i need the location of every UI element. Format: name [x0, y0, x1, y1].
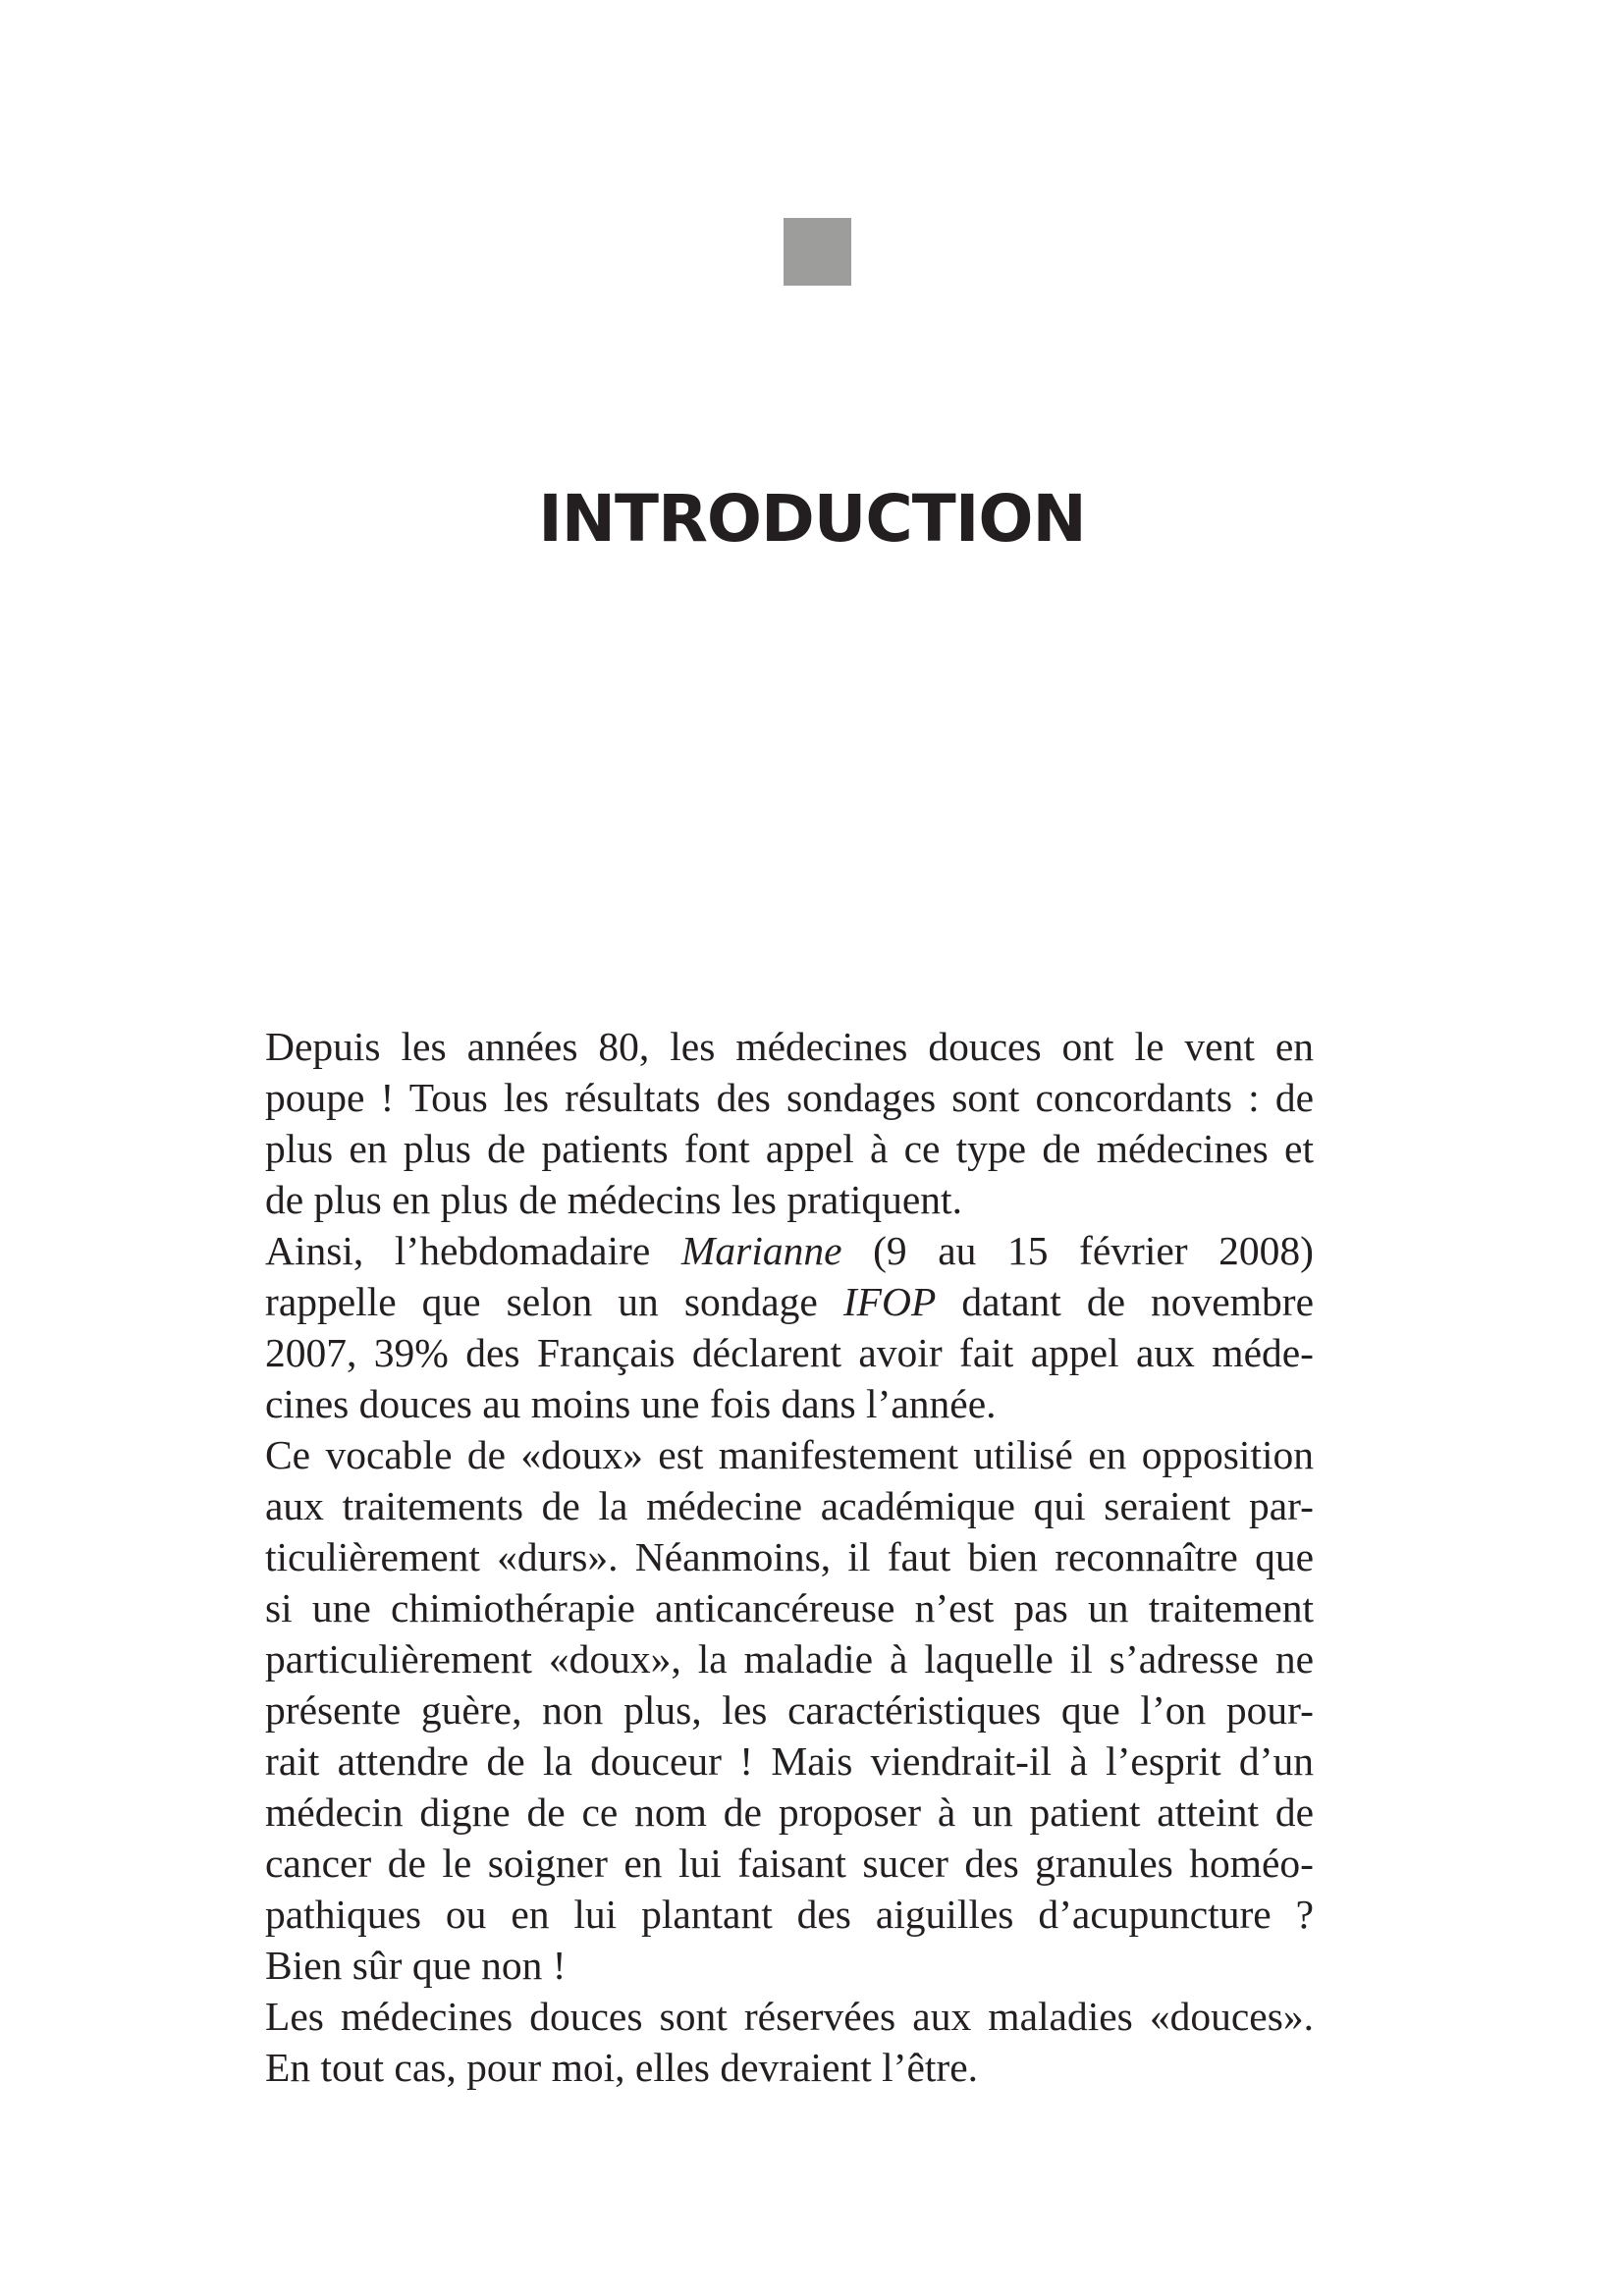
- text-line: si une chimiothérapie anticancéreuse n’est pas un traitement: [265, 1585, 1314, 1630]
- italic-title: IFOP: [842, 1279, 937, 1324]
- text-line: aux traitements de la médecine académique qui seraient par-: [265, 1483, 1314, 1528]
- text-line: 2007, 39% des Français déclarent avoir fait appel aux méde-: [265, 1330, 1314, 1375]
- text-line: cines douces au moins une fois dans l’année.: [265, 1381, 997, 1426]
- text-line: Ce vocable de «doux» est manifestement utilisé en opposition: [265, 1432, 1314, 1477]
- text-line: pathiques ou en lui plantant des aiguilles d’acupuncture ?: [265, 1892, 1314, 1937]
- italic-title: Marianne: [680, 1228, 842, 1273]
- text-line: rait attendre de la douceur ! Mais viendrait-il à l’esprit d’un: [265, 1738, 1314, 1784]
- paragraph: [265, 1021, 1314, 1225]
- text-line: de plus en plus de médecins les pratiquent.: [265, 1177, 962, 1222]
- paragraph: [265, 1225, 1314, 1429]
- text-line: Bien sûr que non !: [265, 1943, 567, 1988]
- text-line: En tout cas, pour moi, elles devraient l’être.: [265, 2045, 979, 2090]
- body-text: [265, 1021, 1314, 2093]
- text-line: rappelle que selon un sondage IFOP datant de novembre: [265, 1279, 1314, 1324]
- text-line: particulièrement «doux», la maladie à laquelle il s’adresse ne: [265, 1636, 1314, 1682]
- paragraph: [265, 1429, 1314, 1991]
- text-line: ticulièrement «durs». Néanmoins, il faut bien reconnaître que: [265, 1534, 1314, 1579]
- text-line: présente guère, non plus, les caractéristiques que l’on pour-: [265, 1687, 1314, 1733]
- text-line: cancer de le soigner en lui faisant sucer des granules homéo-: [265, 1841, 1314, 1886]
- text-line: poupe ! Tous les résultats des sondages sont concordants : de: [265, 1075, 1314, 1120]
- chapter-marker-square: [784, 218, 851, 286]
- text-line: Depuis les années 80, les médecines douces ont le vent en: [265, 1024, 1314, 1069]
- text-line: médecin digne de ce nom de proposer à un patient atteint de: [265, 1789, 1314, 1835]
- chapter-title: INTRODUCTION: [538, 481, 1086, 557]
- paragraph: [265, 1991, 1314, 2093]
- text-line: plus en plus de patients font appel à ce type de médecines et: [265, 1126, 1314, 1171]
- text-line: Les médecines douces sont réservées aux maladies «douces».: [265, 1994, 1314, 2039]
- text-line: Ainsi, l’hebdomadaire Marianne (9 au 15 février 2008): [265, 1228, 1315, 1273]
